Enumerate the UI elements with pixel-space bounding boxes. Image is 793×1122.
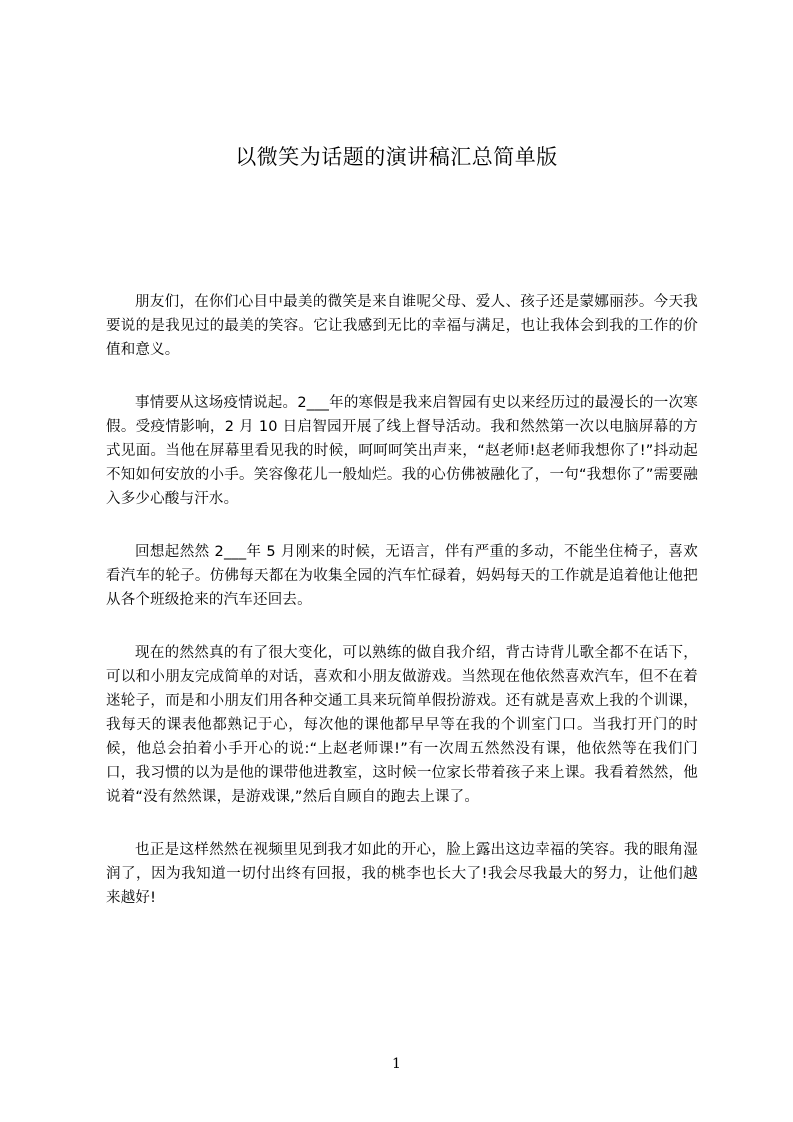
paragraph-2: 事情要从这场疫情说起。2___年的寒假是我来启智园有史以来经历过的最漫长的一次寒假。受疫情影响，2 月 10 日启智园开展了线上督导活动。我和然然第一次以电脑屏幕的方式见面。当他在屏幕里看见我的时候，呵呵呵笑出声来，“赵老师!赵老师我想你了!”抖动起不知如何安放的小手。笑容像花儿一般灿烂。我的心仿佛被融化了，一句“我想你了”需要融入多少心酸与汗水。: [106, 395, 698, 507]
paragraph-1: 朋友们，在你们心目中最美的微笑是来自谁呢父母、爱人、孩子还是蒙娜丽莎。今天我要说的是我见过的最美的笑容。它让我感到无比的幸福与满足，也让我体会到我的工作的价值和意义。: [106, 294, 698, 358]
document-title: 以微笑为话题的演讲稿汇总简单版: [235, 145, 558, 169]
paragraph-4: 现在的然然真的有了很大变化，可以熟练的做自我介绍，背古诗背儿歌全都不在话下，可以和小朋友完成简单的对话，喜欢和小朋友做游戏。当然现在他依然喜欢汽车，但不在着迷轮子，而是和小朋友们用各种交通工具来玩简单假扮游戏。还有就是喜欢上我的个训课，我每天的课表他都熟记于心，每次他的课他都早早等在我的个训室门口。当我打开门的时候，他总会拍着小手开心的说:“上赵老师课!”有一次周五然然没有课，他依然等在我们门口，我习惯的以为是他的课带他进教室，这时候一位家长带着孩子来上课。我看着然然，他说着“没有然然课，是游戏课,”然后自顾自的跑去上课了。: [106, 645, 698, 805]
page-number: 1: [392, 1056, 401, 1072]
document-body: [106, 290, 698, 939]
paragraph-5: 也正是这样然然在视频里见到我才如此的开心，脸上露出这边幸福的笑容。我的眼角湿润了，因为我知道一切付出终有回报，我的桃李也长大了!我会尽我最大的努力，让他们越来越好!: [106, 842, 698, 906]
paragraph-3: 回想起然然 2___年 5 月刚来的时候，无语言，伴有严重的多动，不能坐住椅子，喜欢看汽车的轮子。仿佛每天都在为收集全园的汽车忙碌着，妈妈每天的工作就是追着他让他把从各个班级抢来的汽车还回去。: [106, 544, 698, 608]
